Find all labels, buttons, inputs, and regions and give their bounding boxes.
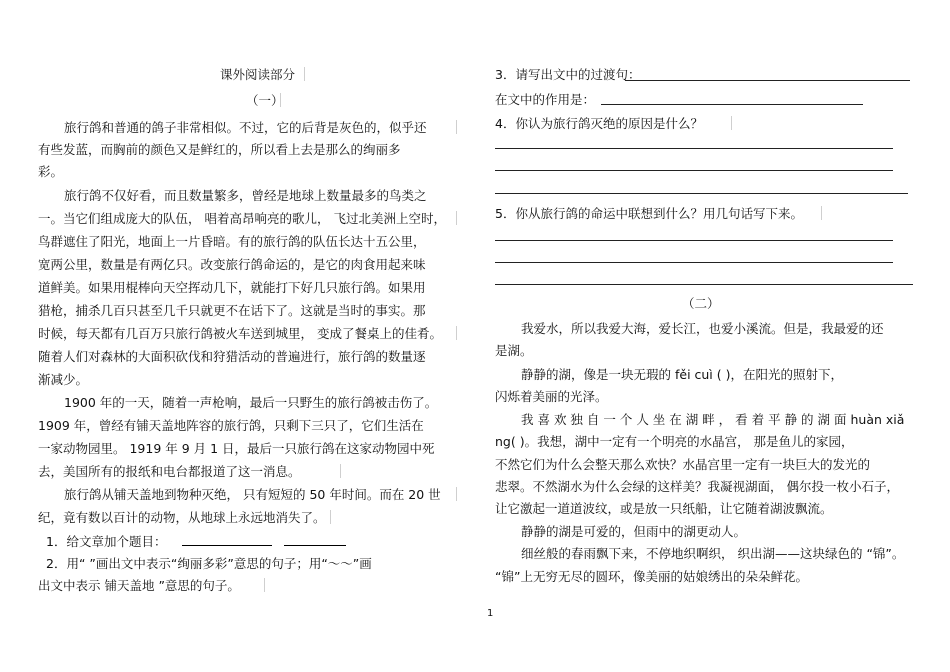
- frame-mark: [280, 93, 281, 107]
- text-line: 有些发蓝，而胸前的颜色又是鲜红的，所以看上去是那么的绚丽多: [38, 142, 401, 157]
- section-number-1: （一）: [246, 93, 284, 108]
- text-line: 纪，竟有数以百计的动物，从地球上永远地消失了。: [38, 510, 326, 525]
- text-line: 去，美国所有的报纸和电台都报道了这一消息。: [38, 464, 301, 479]
- text-line: 一家动物园里。 1919 年 9 月 1 日，最后一只旅行鸽在这家动物园中死: [38, 441, 435, 456]
- text-line: 彩。: [38, 164, 64, 179]
- text-line: 静静的湖，像是一块无瑕的 fěi cuì ( )，在阳光的照射下，: [521, 367, 843, 382]
- answer-line[interactable]: [495, 193, 908, 194]
- section-number-2: （二）: [682, 296, 720, 311]
- text-line: 让它激起一道道波纹，或是放一只纸船，让它随着湖波飘流。: [495, 501, 833, 516]
- answer-line[interactable]: [495, 284, 913, 285]
- text-line: 1900 年的一天，随着一声枪响，最后一只野生的旅行鸽被击伤了。: [64, 395, 438, 410]
- frame-mark: [264, 578, 265, 592]
- frame-mark: [456, 120, 457, 134]
- text-line: 一。当它们组成庞大的队伍， 唱着高昂响亮的歌儿， 飞过北美洲上空时，: [38, 211, 446, 226]
- answer-blank[interactable]: [182, 533, 272, 546]
- text-line: 旅行鸽不仅好看，而且数量繁多，曾经是地球上数量最多的鸟类之: [64, 188, 427, 203]
- text-line: 细丝般的春雨飘下来，不停地织啊织， 织出湖——这块绿色的 “锦”。: [521, 546, 905, 561]
- text-line: 旅行鸽和普通的鸽子非常相似。不过，它的后背是灰色的，似乎还: [64, 120, 427, 135]
- text-line: 旅行鸽从铺天盖地到物种灭绝， 只有短短的 50 年时间。而在 20 世: [64, 487, 441, 502]
- text-line: 鸟群遮住了阳光，地面上一片昏暗。有的旅行鸽的队伍长达十五公里，: [38, 234, 426, 249]
- text-line: 猎枪，捕杀几百只甚至几千只就更不在话下了。这就是当时的事实。那: [38, 303, 426, 318]
- page-number: 1: [487, 608, 494, 619]
- poem-paragraph-4: 静静的湖是可爱的，但雨中的湖更动人。: [521, 524, 747, 539]
- question-1-text: 1．给文章加个题目：: [46, 534, 167, 549]
- frame-mark: [731, 116, 732, 130]
- section-title: 课外阅读部分: [220, 67, 296, 82]
- text-line: 随着人们对森林的大面积砍伐和狩猎活动的普遍进行，旅行鸽的数量逐: [38, 349, 426, 364]
- text-line: ng( )。我想，湖中一定有一个明亮的水晶宫， 那是鱼儿的家园，: [495, 434, 854, 449]
- frame-mark: [456, 211, 457, 225]
- answer-blank[interactable]: [284, 533, 346, 546]
- frame-mark: [340, 464, 341, 478]
- frame-mark: [821, 206, 822, 220]
- answer-line[interactable]: [495, 170, 893, 171]
- question-1: [46, 533, 346, 550]
- text-line: 不然它们为什么会整天那么欢快？水晶宫里一定有一块巨大的发光的: [495, 457, 871, 472]
- text-line: “锦”上无穷无尽的圆环，像美丽的姑娘绣出的朵朵鲜花。: [495, 569, 808, 584]
- text-line: 我爱水，所以我爱大海，爱长江，也爱小溪流。但是，我最爱的还: [521, 321, 884, 336]
- frame-mark: [456, 487, 457, 501]
- text-line: 道鲜美。如果用棍棒向天空挥动几下，就能打下好几只旅行鸽。如果用: [38, 280, 426, 295]
- text-line: 闪烁着美丽的光泽。: [495, 389, 608, 404]
- answer-line[interactable]: [601, 104, 863, 105]
- question-2-cont: 出文中表示 铺天盖地 ”意思的句子。: [38, 578, 240, 593]
- answer-line[interactable]: [495, 262, 893, 263]
- frame-mark: [304, 67, 305, 81]
- answer-line[interactable]: [495, 148, 893, 149]
- text-line: 我 喜 欢 独 自 一 个 人 坐 在 湖 畔 ， 看 着 平 静 的 湖 面 huàn xiǎ: [521, 412, 905, 427]
- question-4: 4．你认为旅行鸽灭绝的原因是什么？: [495, 116, 703, 131]
- text-line: 时候，每天都有几百万只旅行鸽被火车送到城里， 变成了餐桌上的佳肴。: [38, 326, 442, 341]
- question-3-role: 在文中的作用是：: [495, 92, 596, 107]
- text-line: 宽两公里，数量是有两亿只。改变旅行鸽命运的，是它的肉食用起来味: [38, 257, 426, 272]
- text-line: 是湖。: [495, 343, 533, 358]
- question-3: 3．请写出文中的过渡句：: [495, 67, 641, 82]
- frame-mark: [456, 326, 457, 340]
- answer-line[interactable]: [495, 240, 893, 241]
- text-line: 1909 年，曾经有铺天盖地阵容的旅行鸽，只剩下三只了，它们生活在: [38, 418, 424, 433]
- answer-line[interactable]: [625, 80, 910, 81]
- question-2: 2．用“ ”画出文中表示“绚丽多彩”意思的句子；用“～～”画: [46, 556, 372, 571]
- question-5: 5．你从旅行鸽的命运中联想到什么？用几句话写下来。: [495, 206, 803, 221]
- frame-mark: [330, 510, 331, 524]
- text-line: 渐减少。: [38, 372, 89, 387]
- text-line: 悲翠。不然湖水为什么会绿的这样美？我凝视湖面， 偶尔投一枚小石子，: [495, 479, 899, 494]
